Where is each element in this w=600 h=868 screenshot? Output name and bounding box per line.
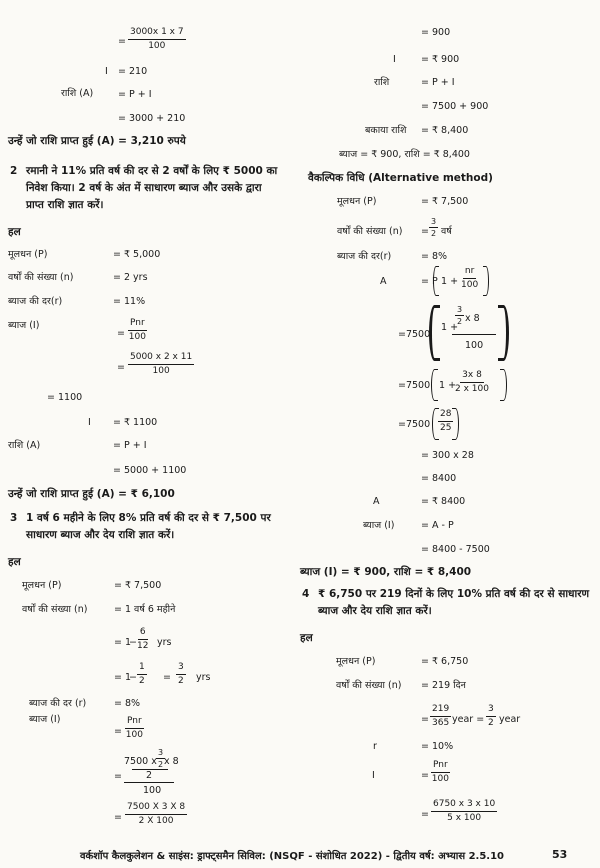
denominator: 100: [143, 785, 162, 796]
equals-sign: =: [421, 809, 429, 820]
fraction: 28 25: [440, 409, 452, 433]
fraction: 7500 X 3 X 8 2 X 100: [127, 802, 186, 826]
fraction: 5000 x 2 x 11 100: [130, 352, 193, 376]
interest-value: = ₹ 1100: [113, 417, 158, 428]
amount-formula: = P: [421, 276, 438, 287]
equals-sign: =: [114, 771, 122, 782]
sub-fraction: 3 2: [158, 748, 164, 769]
interest-value: = ₹ 900: [421, 54, 460, 65]
principal-value: = ₹ 7,500: [421, 196, 469, 207]
interest-label: I: [88, 417, 91, 428]
years-value: = 1 वर्ष 6 महीने: [114, 604, 176, 615]
one-plus: 1 +: [439, 380, 457, 391]
solution-heading: हल: [8, 556, 21, 568]
amount-label: राशि (A): [8, 440, 41, 451]
interest-result: = 1100: [47, 392, 83, 403]
minus-sign: −: [129, 672, 137, 683]
equals-sign: =: [421, 226, 429, 237]
years-label: वर्षों की संख्या (n): [336, 680, 402, 691]
summary-line: ब्याज = ₹ 900, राशि = ₹ 8,400: [339, 149, 470, 160]
right-paren: [452, 408, 459, 440]
question-line: ब्याज और देय राशि ज्ञात करें।: [318, 605, 432, 617]
years-label: वर्षों की संख्या (n): [22, 604, 88, 615]
interest-label: ब्याज (I): [29, 714, 61, 725]
years-value: = 2 yrs: [113, 272, 148, 283]
equals-one: = 1: [114, 672, 132, 683]
question-number: 3: [10, 512, 18, 524]
equals-sign: =: [163, 672, 171, 683]
fraction: 3x 8 2 x 100: [455, 370, 489, 394]
amount-sum: = 5000 + 1100: [113, 465, 187, 476]
question-number: 4: [302, 588, 310, 600]
fraction: 6 12: [137, 627, 149, 651]
interest-formula: = A - P: [421, 520, 454, 531]
page-number: 53: [552, 848, 568, 861]
principal-label: मूलधन (P): [8, 249, 48, 260]
equals-sign: =: [117, 328, 125, 339]
right-paren: [483, 266, 489, 296]
amount-formula: = P + I: [421, 77, 455, 88]
interest-label: I: [372, 770, 375, 781]
equals-one: = 1: [114, 637, 132, 648]
solution-heading: हल: [300, 632, 313, 644]
left-paren: [433, 266, 439, 296]
unit: year: [499, 714, 521, 725]
denominator: 100: [465, 340, 484, 351]
principal-label: मूलधन (P): [337, 196, 377, 207]
amount-formula: = P + I: [118, 89, 152, 100]
equals-sign: =: [421, 770, 429, 781]
numerator-part: 7500 x: [124, 756, 157, 767]
rate-value: = 10%: [421, 741, 454, 752]
question-line: ₹ 6,750 पर 219 दिनों के लिए 10% प्रति वर्ष की दर से साधारण: [318, 588, 590, 600]
fraction: 3 2: [431, 217, 437, 238]
summary-line: ब्याज (I) = ₹ 900, राशि = ₹ 8,400: [300, 566, 472, 578]
section-heading: वैकल्पिक विधि (Alternative method): [308, 172, 493, 184]
equals-sign: =: [114, 726, 122, 737]
pnr-fraction: Pnr 100: [128, 318, 146, 342]
fraction: 1 2: [139, 662, 145, 686]
principal-label: मूलधन (P): [336, 656, 376, 667]
equals-value: =7500: [398, 329, 431, 340]
amount-label: A: [373, 496, 380, 507]
equals-value: =7500: [398, 380, 431, 391]
pnr-fraction: Pnr 100: [431, 760, 449, 784]
rate-value: = 8%: [421, 251, 448, 262]
question-line: 1 वर्ष 6 महीने के लिए 8% प्रति वर्ष की दर से ₹ 7,500 पर: [26, 512, 271, 524]
result-line: उन्हें जो राशि प्राप्त हुई (A) = 3,210 रुपये: [8, 135, 186, 147]
right-paren: [498, 305, 509, 361]
unit: yrs: [196, 672, 211, 683]
balance-label: बकाया राशि: [365, 125, 407, 136]
minus-sign: −: [129, 637, 137, 648]
rate-value: = 11%: [113, 296, 146, 307]
left-paren: [431, 369, 438, 401]
question-line: प्राप्त राशि ज्ञात करें।: [26, 199, 104, 211]
rate-value: = 8%: [114, 698, 141, 709]
amount-sum: = 3000 + 210: [118, 113, 186, 124]
left-paren: [429, 305, 440, 361]
fraction: 3 2: [488, 704, 494, 728]
rate-label: ब्याज की दर (r): [29, 698, 87, 709]
interest-calc: = 8400 - 7500: [421, 544, 490, 555]
fraction: 219 365: [432, 704, 450, 728]
rate-label: ब्याज की दर(r): [8, 296, 63, 307]
fraction: 3 2: [178, 662, 184, 686]
unit: year =: [452, 714, 485, 725]
one-plus: 1 +: [441, 276, 459, 287]
solution-heading: हल: [8, 226, 21, 238]
equals-value: =7500: [398, 419, 431, 430]
equals-sign: =: [117, 362, 125, 373]
fraction: nr 100: [461, 266, 479, 290]
interest-label: ब्याज (I): [363, 520, 395, 531]
fraction: 3000x 1 x 7 100: [130, 27, 184, 51]
compound-fraction: [124, 748, 179, 783]
amount-formula: = P + I: [113, 440, 147, 451]
interest-value: = 210: [118, 66, 148, 77]
equals-sign: =: [114, 812, 122, 823]
amount-label: राशि (A): [61, 88, 94, 99]
equals-sign: =: [421, 714, 429, 725]
pnr-fraction: Pnr 100: [125, 716, 143, 740]
balance-value: = ₹ 8,400: [421, 125, 469, 136]
fraction-bar: [452, 334, 496, 335]
amount-label: राशि: [374, 77, 390, 88]
unit: वर्ष: [441, 226, 452, 237]
question-number: 2: [10, 165, 18, 177]
question-line: साधारण ब्याज और देय राशि ज्ञात करें।: [26, 529, 175, 541]
question-line: रमानी ने 11% प्रति वर्ष की दर से 2 वर्षों के लिए ₹ 5000 का: [26, 165, 278, 177]
equals-sign: =: [118, 36, 126, 47]
rate-label: ब्याज की दर(r): [337, 251, 392, 262]
sub-fraction: 3 2: [457, 305, 463, 326]
interest-label: ब्याज (I): [8, 320, 40, 331]
principal-label: मूलधन (P): [22, 580, 62, 591]
calc-line: = 300 x 28: [421, 450, 474, 461]
fraction: 6750 x 3 x 10 5 x 100: [433, 799, 496, 823]
mid-denominator: 2: [146, 770, 153, 781]
calc-line: = 8400: [421, 473, 457, 484]
years-value: = 219 दिन: [421, 680, 466, 691]
numerator-part: x 8: [164, 756, 179, 767]
principal-value: = ₹ 5,000: [113, 249, 161, 260]
page-footer: वर्कशॉप कैलकुलेशन & साइंस: ड्राफ्ट्समैन सिविल: (NSQF - संशोधित 2022) - द्वितीय वर्ष: अभ्यास 2.5.10: [80, 851, 505, 862]
right-paren: [500, 369, 507, 401]
years-label: वर्षों की संख्या (n): [337, 226, 403, 237]
interest-result: = 900: [421, 27, 451, 38]
years-label: वर्षों की संख्या (n): [8, 272, 74, 283]
interest-label: I: [393, 54, 396, 65]
principal-value: = ₹ 7,500: [114, 580, 162, 591]
unit: yrs: [157, 637, 172, 648]
times-eight: x 8: [465, 313, 480, 324]
interest-label: I: [105, 66, 108, 77]
principal-value: = ₹ 6,750: [421, 656, 469, 667]
result-line: उन्हें जो राशि प्राप्त हुई (A) = ₹ 6,100: [8, 488, 175, 500]
question-line: निवेश किया। 2 वर्ष के अंत में साधारण ब्याज और उसके द्वारा: [26, 182, 262, 194]
amount-value: = ₹ 8400: [421, 496, 466, 507]
rate-label: r: [373, 741, 377, 752]
amount-label: A: [380, 276, 387, 287]
one-plus: 1 +: [441, 322, 459, 333]
amount-sum: = 7500 + 900: [421, 101, 489, 112]
